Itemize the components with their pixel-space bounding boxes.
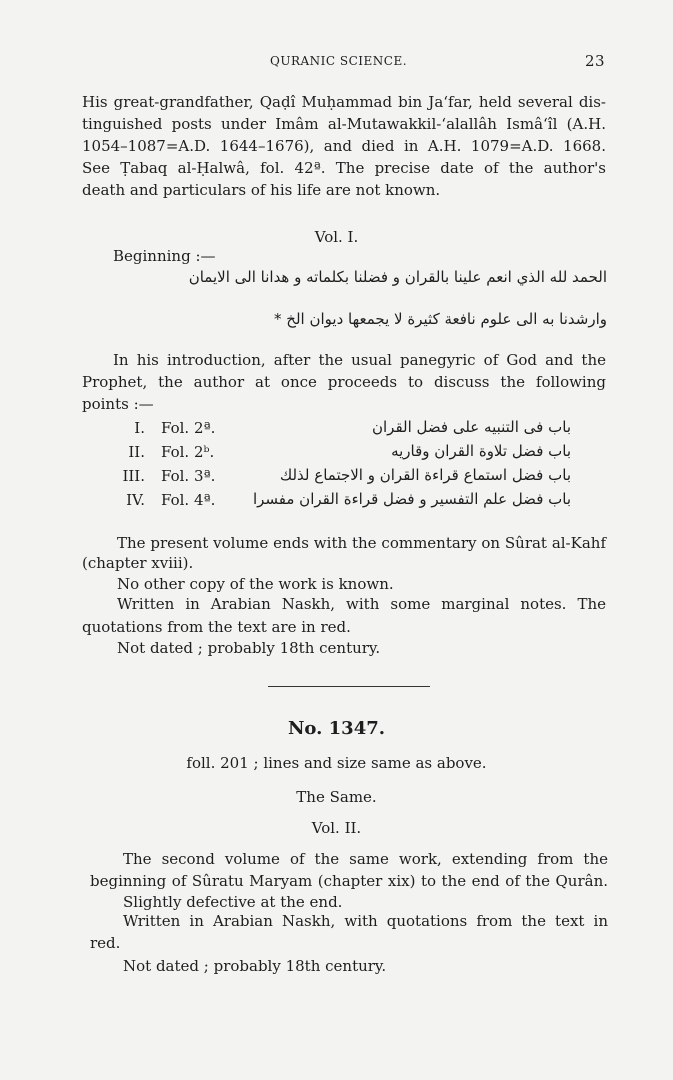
text-line: Written in Arabian Naskh, with quotations from the text in xyxy=(123,912,608,930)
vol1-heading: Vol. I. xyxy=(314,228,359,246)
arabic-incipit-line: الحمد لله الذي انعم علينا بالقران و فضلنا بكلماته و هدانا الى الايمان xyxy=(188,268,607,286)
text-line: red. xyxy=(90,934,121,952)
text-line: His great-grandfather, Qaḍî Muḥammad bin Ja‘far, held several dis- xyxy=(82,93,606,111)
text-line: Slightly defective at the end. xyxy=(123,893,343,911)
point-number: I. xyxy=(134,419,145,437)
text-line: quotations from the text are in red. xyxy=(82,618,351,636)
running-title: QURANIC SCIENCE. xyxy=(270,54,408,68)
text-line: 1054–1087=A.D. 1644–1676), and died in A.H. 1079=A.D. 1668. xyxy=(82,137,606,155)
text-line: Not dated ; probably 18th century. xyxy=(117,639,381,657)
point-number: II. xyxy=(128,443,145,461)
text-line: The second volume of the same work, extending from the xyxy=(123,850,608,868)
point-arabic: باب فى التنبيه على فضل القران xyxy=(371,418,571,436)
text-line: points :— xyxy=(82,395,154,413)
text-line: In his introduction, after the usual panegyric of God and the xyxy=(113,351,606,369)
text-line: Prophet, the author at once proceeds to discuss the following xyxy=(82,373,606,391)
entry-number: No. 1347. xyxy=(287,718,386,739)
point-arabic: باب فضل علم التفسير و فضل قراءة القران مفسرا xyxy=(252,490,571,508)
point-number: III. xyxy=(122,467,145,485)
text-line: beginning of Sûratu Maryam (chapter xix) to the end of the Qurân. xyxy=(90,872,608,890)
point-folio: Fol. 3ª. xyxy=(161,467,216,485)
point-folio: Fol. 4ª. xyxy=(161,491,216,509)
point-folio: Fol. 2ª. xyxy=(161,419,216,437)
arabic-incipit-line: وارشدنا به الى علوم نافعة كثيرة لا يجمعها ديوان الخ * xyxy=(274,310,607,328)
page-number: 23 xyxy=(585,52,606,70)
entry-foll: foll. 201 ; lines and size same as above. xyxy=(186,754,487,772)
point-number: IV. xyxy=(126,491,145,509)
vol2-heading: Vol. II. xyxy=(311,819,362,837)
section-divider xyxy=(268,686,430,687)
beginning-label: Beginning :— xyxy=(113,247,216,265)
point-arabic: باب فضل تلاوة القران وقاريه xyxy=(391,442,571,460)
text-line: death and particulars of his life are not known. xyxy=(82,181,441,199)
text-line: The present volume ends with the commentary on Sûrat al-Kahf xyxy=(117,534,606,552)
text-line: No other copy of the work is known. xyxy=(117,575,394,593)
text-line: tinguished posts under Imâm al-Mutawakkil-‘alallâh Ismâ‘îl (A.H. xyxy=(82,115,606,133)
point-folio: Fol. 2ᵇ. xyxy=(161,443,215,461)
text-line: Written in Arabian Naskh, with some marginal notes. The xyxy=(117,595,606,613)
entry-title: The Same. xyxy=(296,788,377,806)
text-line: (chapter xviii). xyxy=(82,554,194,572)
point-arabic: باب فضل استماع قراءة القران و الاجتماع لذلك xyxy=(279,466,571,484)
text-line: Not dated ; probably 18th century. xyxy=(123,957,387,975)
text-line: See Ṭabaq al-Ḥalwâ, fol. 42ª. The precise date of the author's xyxy=(82,159,606,177)
